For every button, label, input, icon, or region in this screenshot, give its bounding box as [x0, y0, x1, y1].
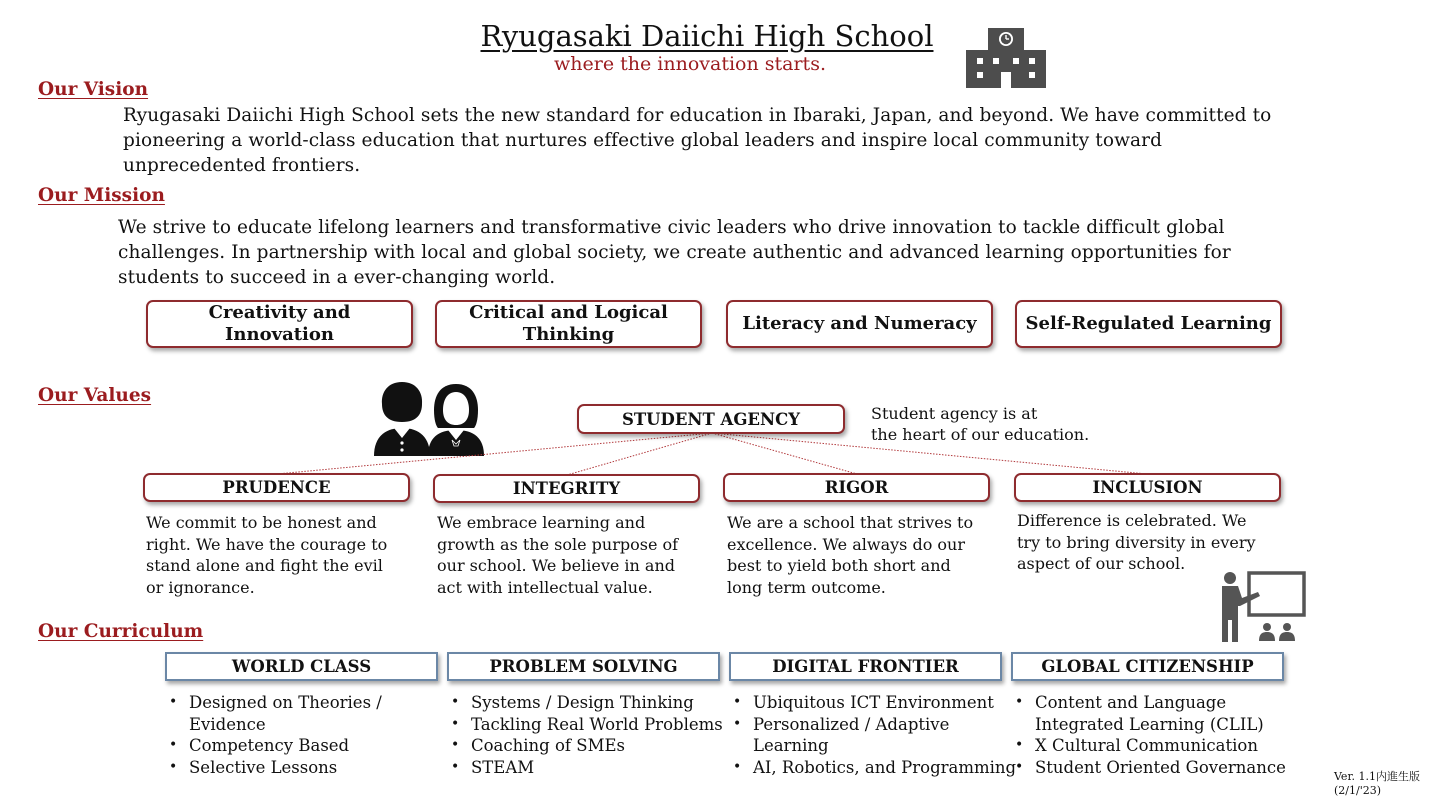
vision-heading: Our Vision [38, 79, 149, 100]
value-box-prudence: PRUDENCE [143, 473, 410, 502]
list-item: • Ubiquitous ICT Environment [729, 692, 1019, 714]
value-line: best to yield both short and [727, 556, 951, 575]
curriculum-list-problem-solving [447, 692, 732, 779]
list-item: • X Cultural Communication [1011, 735, 1296, 757]
value-line: our school. We believe in and [437, 556, 675, 575]
value-line: right. We have the courage to [146, 534, 388, 554]
value-line: long term outcome. [727, 577, 886, 597]
student-agency-note [871, 403, 1111, 445]
value-text-rigor [727, 512, 992, 598]
value-box-integrity: INTEGRITY [433, 474, 700, 503]
mission-box-literacy: Literacy and Numeracy [726, 300, 993, 348]
value-line: We commit to be honest and [146, 513, 377, 532]
mission-line: students to succeed in a ever-changing world. [118, 267, 556, 288]
value-line: or ignorance. [146, 577, 255, 597]
note-line: Student agency is at [871, 404, 1038, 423]
value-text-prudence [146, 512, 411, 598]
mission-line: We strive to educate lifelong learners and transformative civic leaders who drive innovation to tackle difficult global [118, 217, 1225, 238]
curriculum-box-digital-frontier: DIGITAL FRONTIER [729, 652, 1002, 681]
list-item: • Student Oriented Governance [1011, 757, 1296, 779]
list-item: • Personalized / Adaptive Learning [729, 714, 963, 757]
value-line: try to bring diversity in every [1017, 532, 1256, 552]
vision-line: unprecedented frontiers. [123, 155, 361, 176]
value-line: aspect of our school. [1017, 554, 1186, 573]
value-box-inclusion: INCLUSION [1014, 473, 1281, 502]
value-line: stand alone and fight the evil [146, 556, 383, 575]
list-item: • AI, Robotics, and Programming [729, 757, 1019, 779]
value-line: act with intellectual value. [437, 577, 653, 597]
note-line: the heart of our education. [871, 425, 1090, 444]
curriculum-list-world-class [165, 692, 405, 779]
list-item: • Designed on Theories / Evidence [165, 692, 405, 735]
mission-box-critical-thinking: Critical and Logical Thinking [435, 300, 702, 348]
list-item: • Coaching of SMEs [447, 735, 732, 757]
curriculum-heading: Our Curriculum [38, 621, 204, 642]
value-line: growth as the sole purpose of [437, 534, 679, 554]
value-line: excellence. We always do our [727, 534, 965, 554]
value-line: We embrace learning and [437, 513, 646, 532]
list-item: • Selective Lessons [165, 757, 405, 779]
mission-box-creativity: Creativity and Innovation [146, 300, 413, 348]
value-box-rigor: RIGOR [723, 473, 990, 502]
value-line: We are a school that strives to [727, 513, 974, 532]
curriculum-list-digital-frontier [729, 692, 1019, 779]
mission-box-self-regulated: Self-Regulated Learning [1015, 300, 1282, 348]
curriculum-box-problem-solving: PROBLEM SOLVING [447, 652, 720, 681]
value-line: Difference is celebrated. We [1017, 511, 1247, 530]
curriculum-box-global-citizenship: GLOBAL CITIZENSHIP [1011, 652, 1284, 681]
list-item: • Competency Based [165, 735, 405, 757]
mission-line: challenges. In partnership with local and global society, we create authentic and advanced learning opportunities for [118, 242, 1231, 263]
mission-heading: Our Mission [38, 185, 165, 206]
list-item: • Content and Language Integrated Learning (CLIL) [1011, 692, 1275, 735]
teacher-icon [1218, 570, 1306, 642]
page-title: Ryugasaki Daiichi High School [480, 19, 934, 53]
page-subtitle: where the innovation starts. [554, 53, 826, 75]
vision-line: Ryugasaki Daiichi High School sets the new standard for education in Ibaraki, Japan, and beyond. We have committed to [123, 105, 1272, 126]
curriculum-box-world-class: WORLD CLASS [165, 652, 438, 681]
value-text-inclusion [1017, 510, 1282, 575]
list-item: • STEAM [447, 757, 732, 779]
curriculum-list-global-citizenship [1011, 692, 1296, 779]
list-item: • Tackling Real World Problems [447, 714, 732, 736]
list-item: • Systems / Design Thinking [447, 692, 732, 714]
values-heading: Our Values [38, 385, 152, 406]
version-label: Ver. 1.1内進生版 [1334, 770, 1420, 783]
vision-line: pioneering a world-class education that nurtures effective global leaders and inspire local community toward [123, 130, 1163, 151]
student-agency-box: STUDENT AGENCY [577, 404, 845, 434]
value-text-integrity [437, 512, 702, 598]
version-date: (2/1/'23) [1334, 784, 1382, 797]
